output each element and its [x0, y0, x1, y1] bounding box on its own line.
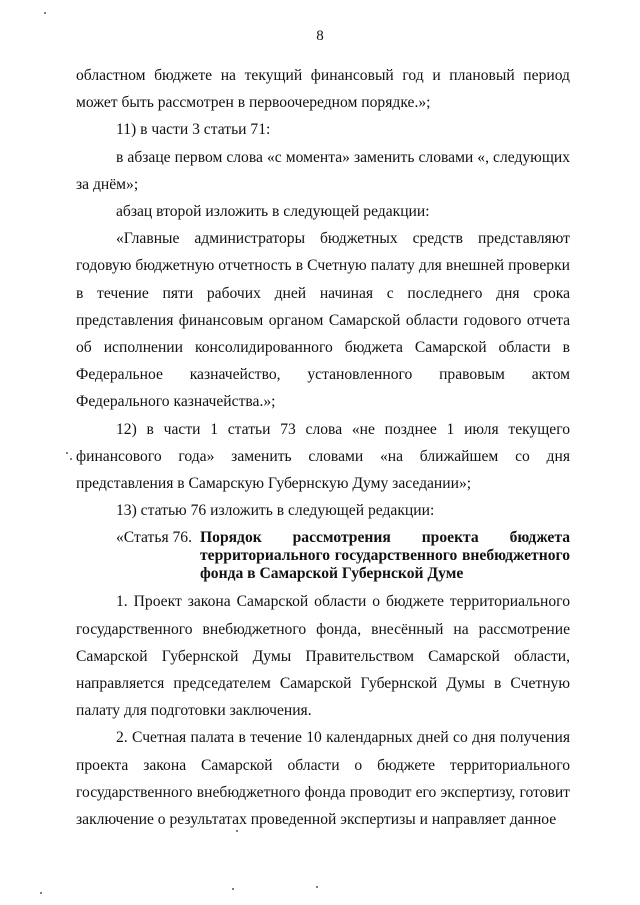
scan-speck [66, 452, 68, 454]
article-title: Порядок рассмотрения проекта бюджета территориального государственного внебюджетного фонда в Самарской Губернской Думе [200, 529, 570, 583]
paragraph-abzac-second: абзац второй изложить в следующей редакции: [116, 203, 430, 221]
clause-1: 1. Проект закона Самарской области о бюджете территориального государственного внебюджетного фонда, внесённый на рассмотрение Самарской Губернской Думы Правительством Самарской области, направляется председателем Самарской Губернской Думы в Счетную палату для подготовки заключения. [76, 593, 570, 720]
paragraph-item-13: 13) статью 76 изложить в следующей редакции: [116, 502, 435, 520]
article-heading [76, 524, 570, 588]
article-label: «Статья 76. [116, 529, 193, 547]
scan-speck [70, 458, 72, 460]
scan-speck [316, 886, 318, 888]
clause-2: 2. Счетная палата в течение 10 календарных дней со дня получения проекта закона Самарской области о бюджете территориального государственного внебюджетного фонда проводит его экспертизу, готовит заключение о результатах проведенной экспертизы и направляет данное [76, 729, 570, 829]
scan-speck [40, 892, 42, 894]
paragraph-item-12: 12) в части 1 статьи 73 слова «не позднее 1 июля текущего финансового года» заменить словами «на ближайшем со дня представления в Самарскую Губернскую Думу заседании»; [76, 420, 570, 493]
document-body [76, 62, 570, 833]
paragraph-quoted-text: «Главные администраторы бюджетных средств представляют годовую бюджетную отчетность в Счетную палату для внешней проверки в течение пяти рабочих дней начиная с последнего дня срока представления финансовым органом Самарской области годового отчета об исполнении консолидированного бюджета Самарской области в Федеральное казначейство, установленного правовым актом Федерального казначейства.»; [76, 230, 570, 411]
scan-speck [232, 888, 234, 890]
scan-speck [44, 12, 46, 14]
scan-speck [236, 830, 238, 832]
page-number: 8 [316, 28, 324, 44]
paragraph-abzac-first: в абзаце первом слова «с момента» заменить словами «, следующих за днём»; [76, 148, 570, 193]
paragraph-continuation: областном бюджете на текущий финансовый год и плановый период может быть рассмотрен в первоочередном порядке.»; [76, 67, 570, 112]
paragraph-item-11: 11) в части 3 статьи 71: [116, 121, 271, 139]
